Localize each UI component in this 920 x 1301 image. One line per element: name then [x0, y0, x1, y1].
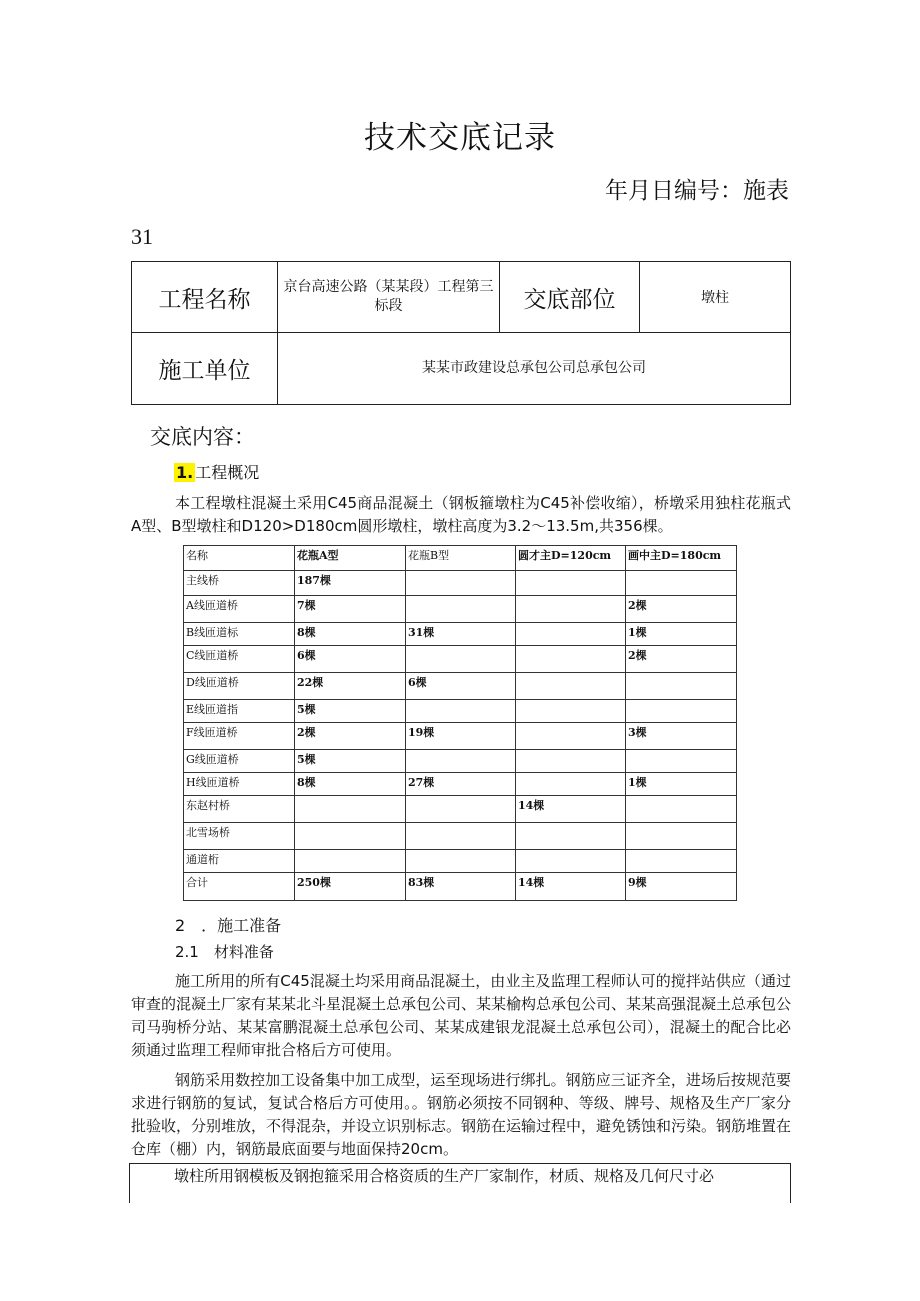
- content-heading: 交底内容：: [150, 425, 255, 449]
- project-name-value: 京台高速公路（某某段）工程第三标段: [278, 262, 500, 333]
- table-row: [184, 571, 737, 596]
- count-cell: 1棵: [626, 773, 737, 796]
- table-row: [184, 673, 737, 700]
- count-cell: 8棵: [295, 623, 406, 646]
- row-name-cell: 东赵村桥: [184, 796, 295, 823]
- section-1-heading: [174, 460, 259, 483]
- count-cell: 14棵: [516, 873, 626, 901]
- contractor-label: 施工单位: [132, 333, 278, 405]
- row-name-cell: H线匝道桥: [184, 773, 295, 796]
- row-name-cell: 北雪场桥: [184, 823, 295, 850]
- count-cell: 9棵: [626, 873, 737, 901]
- count-cell: [516, 850, 626, 873]
- section-2-1-heading: 2.1 材料准备: [175, 943, 274, 961]
- count-cell: 2棵: [295, 723, 406, 750]
- count-cell: [516, 596, 626, 623]
- count-cell: [516, 646, 626, 673]
- header-cell: 画中主D=180cm: [626, 546, 737, 571]
- count-cell: 187棵: [295, 571, 406, 596]
- count-cell: [626, 673, 737, 700]
- header-cell: 名称: [184, 546, 295, 571]
- count-cell: [295, 850, 406, 873]
- header-cell: 圆才主D=120cm: [516, 546, 626, 571]
- header-cell: 花瓶B型: [406, 546, 516, 571]
- count-cell: [295, 823, 406, 850]
- count-cell: [406, 700, 516, 723]
- row-name-cell: F线匝道桥: [184, 723, 295, 750]
- count-cell: 2棵: [626, 646, 737, 673]
- count-cell: 6棵: [406, 673, 516, 700]
- row-name-cell: G线匝道桥: [184, 750, 295, 773]
- header-cell: 花瓶A型: [295, 546, 406, 571]
- count-cell: [406, 850, 516, 873]
- count-cell: [516, 623, 626, 646]
- count-cell: [295, 796, 406, 823]
- count-cell: [406, 750, 516, 773]
- pier-table-body: [184, 546, 737, 901]
- contractor-value: 某某市政建设总承包公司总承包公司: [278, 333, 791, 405]
- count-cell: 27棵: [406, 773, 516, 796]
- count-cell: [516, 750, 626, 773]
- table-row: [184, 873, 737, 901]
- materials-paragraph: 施工所用的所有C45混凝土均采用商品混凝土，由业主及监理工程师认可的搅拌站供应（通过审查的混凝土厂家有某某北斗星混凝土总承包公司、某某榆构总承包公司、某某高强混凝土总承包公司马驹桥分站、某某富鹏混凝土总承包公司、某某成建银龙混凝土总承包公司），混凝土的配合比必须通过监理工程师审批合格后方可使用。: [131, 972, 792, 1059]
- rebar-paragraph: 钢筋采用数控加工设备集中加工成型，运至现场进行绑扎。钢筋应三证齐全，进场后按规范要求进行钢筋的复试，复试合格后方可使用。。钢筋必须按不同钢种、等级、牌号、规格及生产厂家分批验收，分别堆放，不得混杂，并设立识别标志。钢筋在运输过程中，避免锈蚀和污染。钢筋堆置在仓库（棚）内，钢筋最底面要与地面保持20cm。: [131, 1071, 792, 1158]
- row-name-cell: 合计: [184, 873, 295, 901]
- count-cell: [406, 823, 516, 850]
- section-1-title: 工程概况: [195, 463, 260, 482]
- table-row: [184, 823, 737, 850]
- count-cell: [626, 571, 737, 596]
- table-row: [184, 796, 737, 823]
- count-cell: 83棵: [406, 873, 516, 901]
- count-cell: [626, 796, 737, 823]
- table-header-row: [184, 546, 737, 571]
- count-cell: [516, 700, 626, 723]
- table-row: [184, 646, 737, 673]
- table-row: [184, 750, 737, 773]
- count-cell: 6棵: [295, 646, 406, 673]
- row-name-cell: 通道桁: [184, 850, 295, 873]
- count-cell: 7棵: [295, 596, 406, 623]
- row-name-cell: 主线桥: [184, 571, 295, 596]
- row-name-cell: A线匝道桥: [184, 596, 295, 623]
- count-cell: [626, 850, 737, 873]
- table-row: [184, 773, 737, 796]
- count-cell: 1棵: [626, 623, 737, 646]
- document-title: 技术交底记录: [364, 120, 556, 156]
- section-1-number: 1.: [176, 463, 194, 482]
- count-cell: [626, 700, 737, 723]
- date-and-number-line: 年月日编号：施表: [605, 178, 789, 204]
- pier-count-table: [183, 545, 737, 901]
- count-cell: 19棵: [406, 723, 516, 750]
- count-cell: [626, 750, 737, 773]
- count-cell: 3棵: [626, 723, 737, 750]
- count-cell: [406, 571, 516, 596]
- count-cell: 8棵: [295, 773, 406, 796]
- count-cell: [516, 673, 626, 700]
- count-cell: [406, 596, 516, 623]
- row-name-cell: B线匝道标: [184, 623, 295, 646]
- count-cell: 5棵: [295, 700, 406, 723]
- count-cell: 22棵: [295, 673, 406, 700]
- table-row: [184, 700, 737, 723]
- table-row: [184, 623, 737, 646]
- formwork-paragraph: 墩柱所用钢模板及钢抱箍采用合格资质的生产厂家制作，材质、规格及几何尺寸必: [129, 1163, 791, 1203]
- count-cell: 31棵: [406, 623, 516, 646]
- count-cell: 250棵: [295, 873, 406, 901]
- count-cell: [516, 723, 626, 750]
- project-overview-paragraph: 本工程墩柱混凝土采用C45商品混凝土（钢板箍墩柱为C45补偿收缩），桥墩采用独柱花瓶式A型、B型墩柱和D120>D180cm圆形墩柱，墩柱高度为3.2～13.5m,共356棵。: [131, 494, 791, 535]
- count-cell: [516, 823, 626, 850]
- count-cell: 5棵: [295, 750, 406, 773]
- row-name-cell: C线匝道桥: [184, 646, 295, 673]
- project-name-label: 工程名称: [132, 262, 278, 333]
- count-cell: [516, 773, 626, 796]
- count-cell: [406, 646, 516, 673]
- row-name-cell: E线匝道指: [184, 700, 295, 723]
- row-name-cell: D线匝道桥: [184, 673, 295, 700]
- form-number: 31: [131, 224, 153, 249]
- table-row: [184, 850, 737, 873]
- table-row: [184, 723, 737, 750]
- count-cell: [626, 823, 737, 850]
- count-cell: [516, 571, 626, 596]
- location-label: 交底部位: [500, 262, 640, 333]
- count-cell: [406, 796, 516, 823]
- table-row: [184, 596, 737, 623]
- section-2-heading: 2 ．施工准备: [175, 916, 282, 935]
- count-cell: 2棵: [626, 596, 737, 623]
- location-value: 墩柱: [640, 262, 791, 333]
- count-cell: 14棵: [516, 796, 626, 823]
- project-header-table: [131, 261, 791, 405]
